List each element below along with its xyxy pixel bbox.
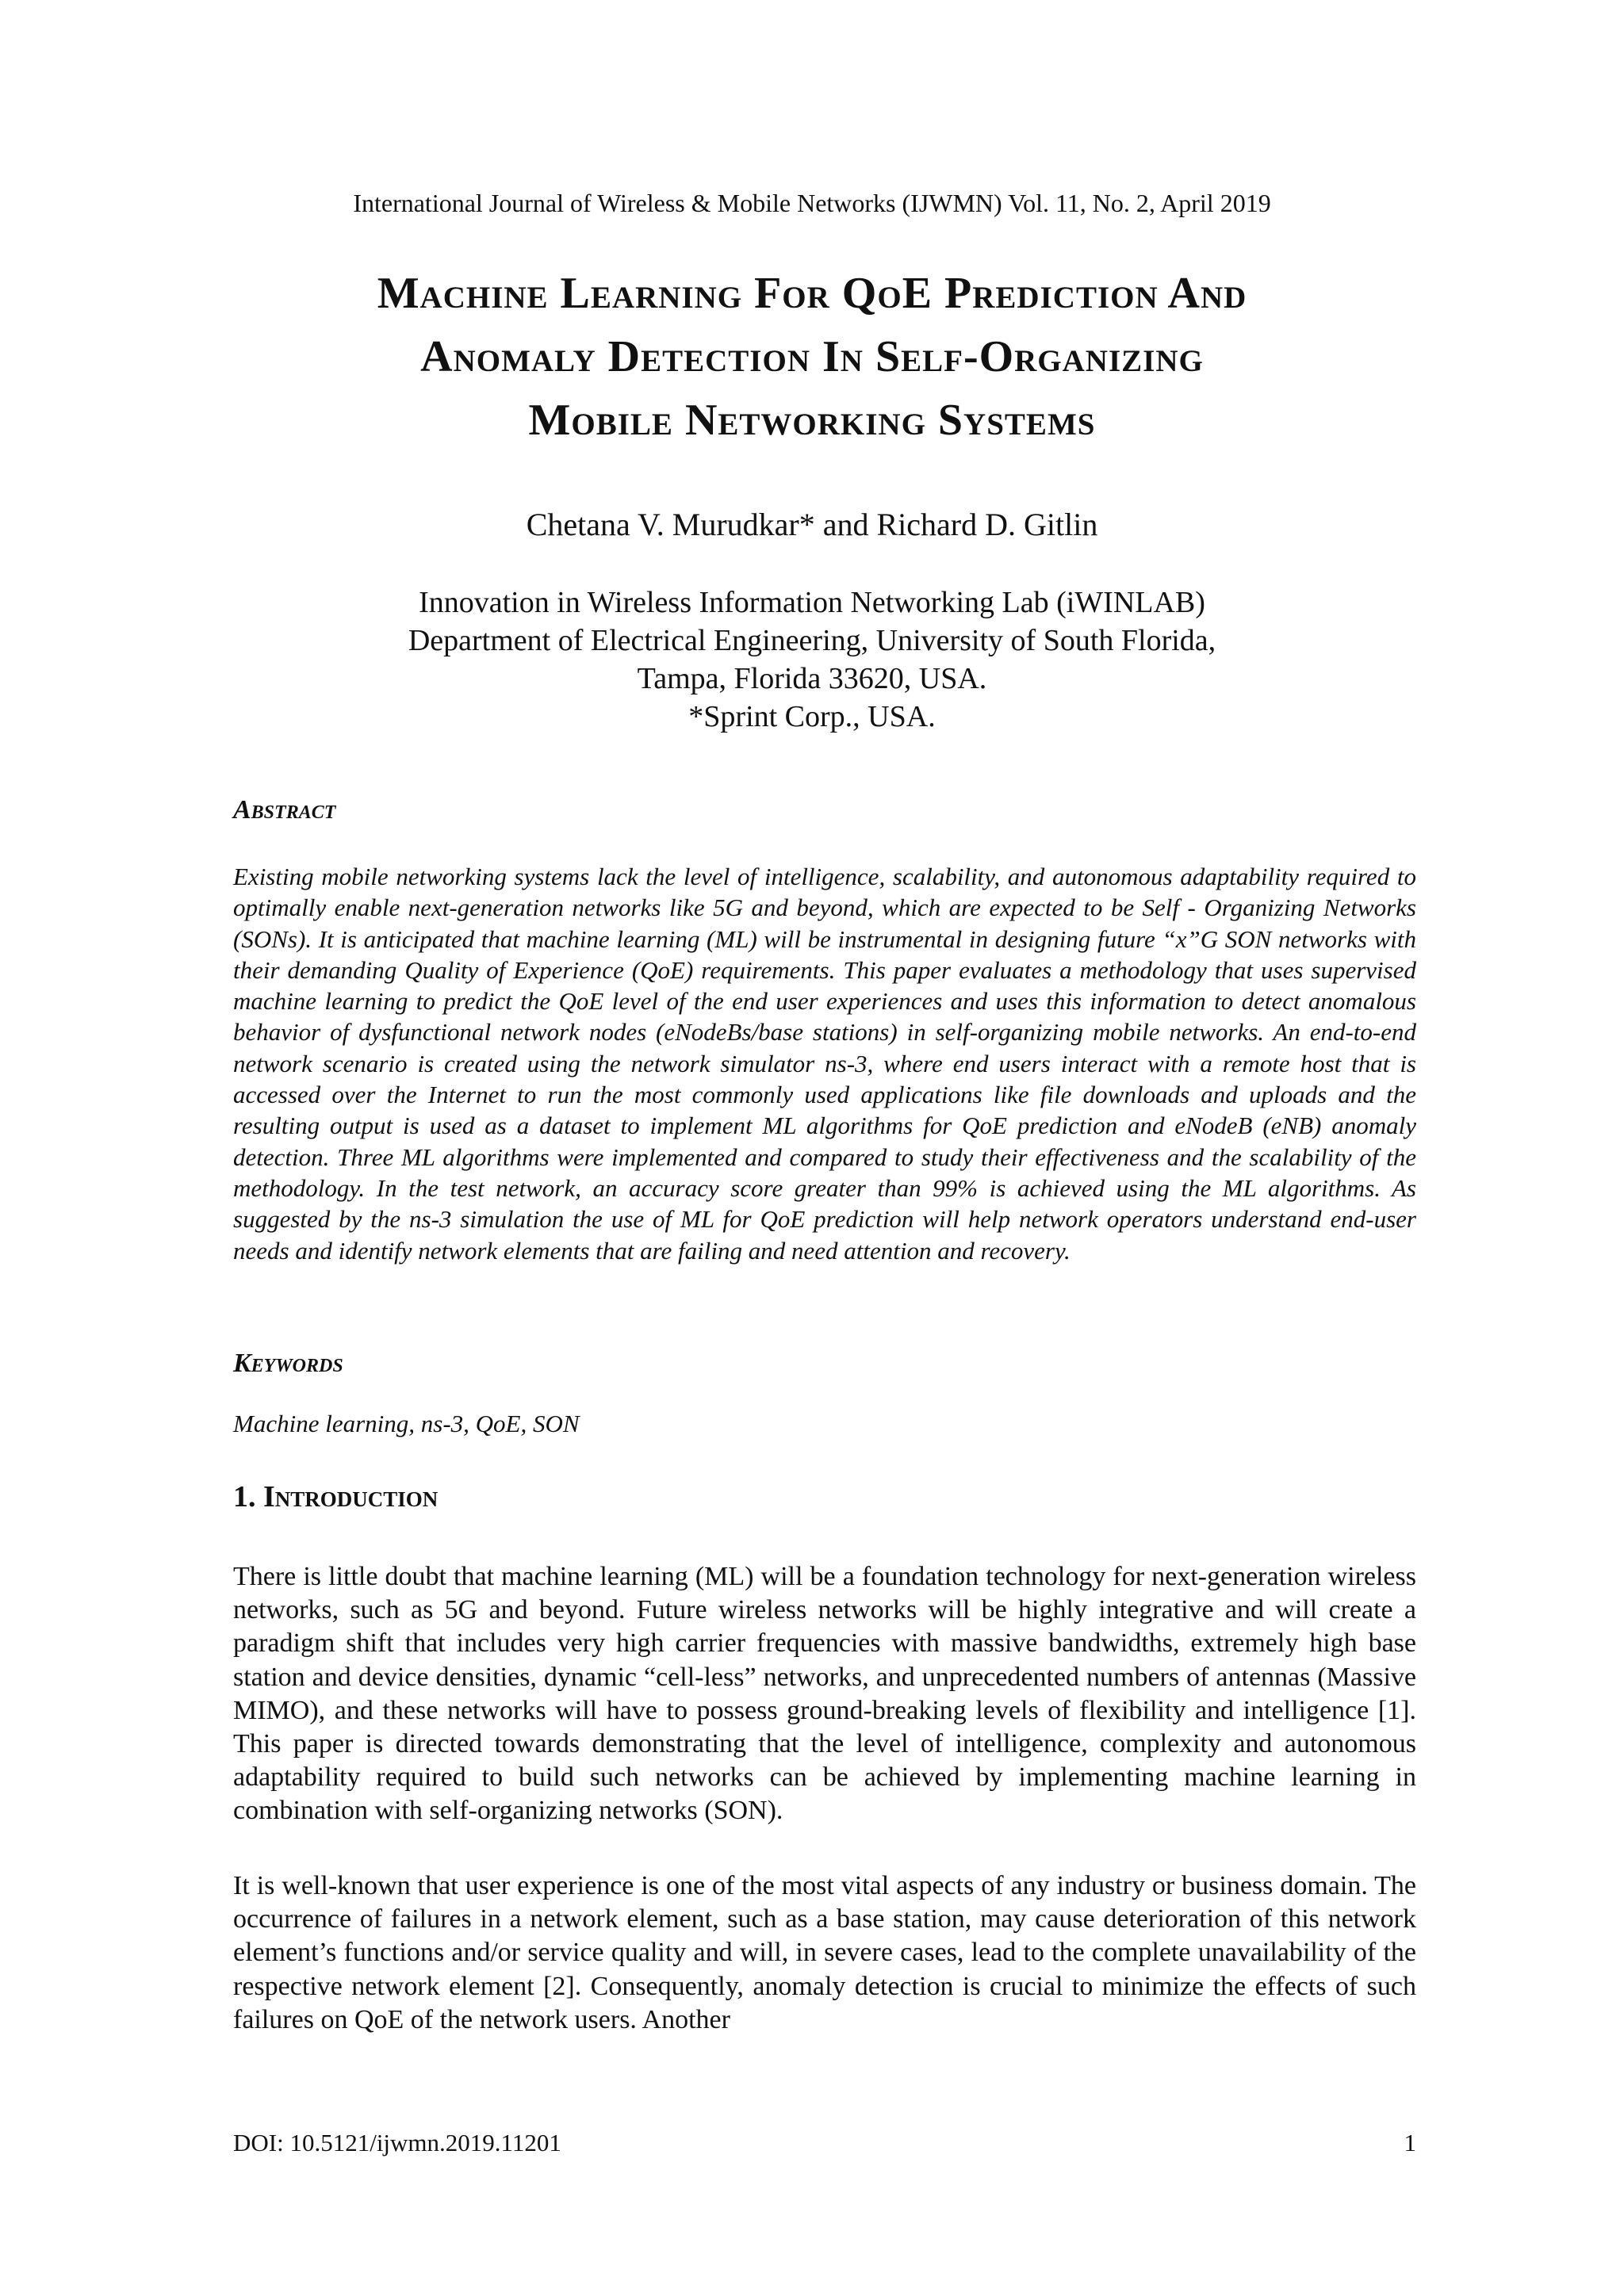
- page-number: 1: [1404, 2129, 1416, 2156]
- affiliation-line: Tampa, Florida 33620, USA.: [637, 662, 987, 695]
- keywords-heading: Keywords: [233, 1349, 343, 1378]
- running-header: International Journal of Wireless & Mobile Networks (IJWMN) Vol. 11, No. 2, April 2019: [353, 189, 1271, 217]
- title-line: Machine Learning For QoE Prediction And: [377, 269, 1247, 318]
- affiliation-line: Department of Electrical Engineering, University of South Florida,: [408, 624, 1216, 657]
- title-line: Anomaly Detection In Self-Organizing: [420, 332, 1204, 381]
- abstract-heading: Abstract: [233, 795, 336, 825]
- affiliation: [0, 584, 1624, 736]
- keywords-text: Machine learning, ns-3, QoE, SON: [233, 1410, 580, 1437]
- doi: DOI: 10.5121/ijwmn.2019.11201: [233, 2129, 561, 2156]
- introduction-paragraph: There is little doubt that machine learning (ML) will be a foundation technology for next-generation wireless networks, such as 5G and beyond. Future wireless networks will be highly integrative and will create a paradigm shift that includes very high carrier frequencies with massive bandwidths, extremely high base station and device densities, dynamic “cell-less” networks, and unprecedented numbers of antennas (Massive MIMO), and these networks will have to possess ground-breaking levels of flexibility and intelligence [1]. This paper is directed towards demonstrating that the level of intelligence, complexity and autonomous adaptability required to build such networks can be achieved by implementing machine learning in combination with self-organizing networks (SON).: [233, 1562, 1416, 1826]
- introduction-heading: 1. Introduction: [233, 1480, 439, 1513]
- introduction-paragraph: It is well-known that user experience is one of the most vital aspects of any industry or business domain. The occurrence of failures in a network element, such as a base station, may cause deterioration of this network element’s functions and/or service quality and will, in severe cases, lead to the complete unavailability of the respective network element [2]. Consequently, anomaly detection is crucial to minimize the effects of such failures on QoE of the network users. Another: [233, 1871, 1416, 2034]
- abstract-text: Existing mobile networking systems lack the level of intelligence, scalability, and autonomous adaptability required to optimally enable next-generation networks like 5G and beyond, which are expected to be Self - Organizing Networks (SONs). It is anticipated that machine learning (ML) will be instrumental in designing future “x”G SON networks with their demanding Quality of Experience (QoE) requirements. This paper evaluates a methodology that uses supervised machine learning to predict the QoE level of the end user experiences and uses this information to detect anomalous behavior of dysfunctional network nodes (eNodeBs/base stations) in self-organizing mobile networks. An end-to-end network scenario is created using the network simulator ns-3, where end users interact with a remote host that is accessed over the Internet to run the most commonly used applications like file downloads and uploads and the resulting output is used as a dataset to implement ML algorithms for QoE prediction and eNodeB (eNB) anomaly detection. Three ML algorithms were implemented and compared to study their effectiveness and the scalability of the methodology. In the test network, an accuracy score greater than 99% is achieved using the ML algorithms. As suggested by the ns-3 simulation the use of ML for QoE prediction will help network operators understand end-user needs and identify network elements that are failing and need attention and recovery.: [233, 863, 1416, 1265]
- authors: Chetana V. Murudkar* and Richard D. Gitlin: [526, 507, 1098, 542]
- affiliation-line: *Sprint Corp., USA.: [688, 700, 936, 733]
- affiliation-line: Innovation in Wireless Information Networking Lab (iWINLAB): [419, 586, 1205, 619]
- title-line: Mobile Networking Systems: [528, 396, 1096, 445]
- paper-title: [159, 262, 1465, 452]
